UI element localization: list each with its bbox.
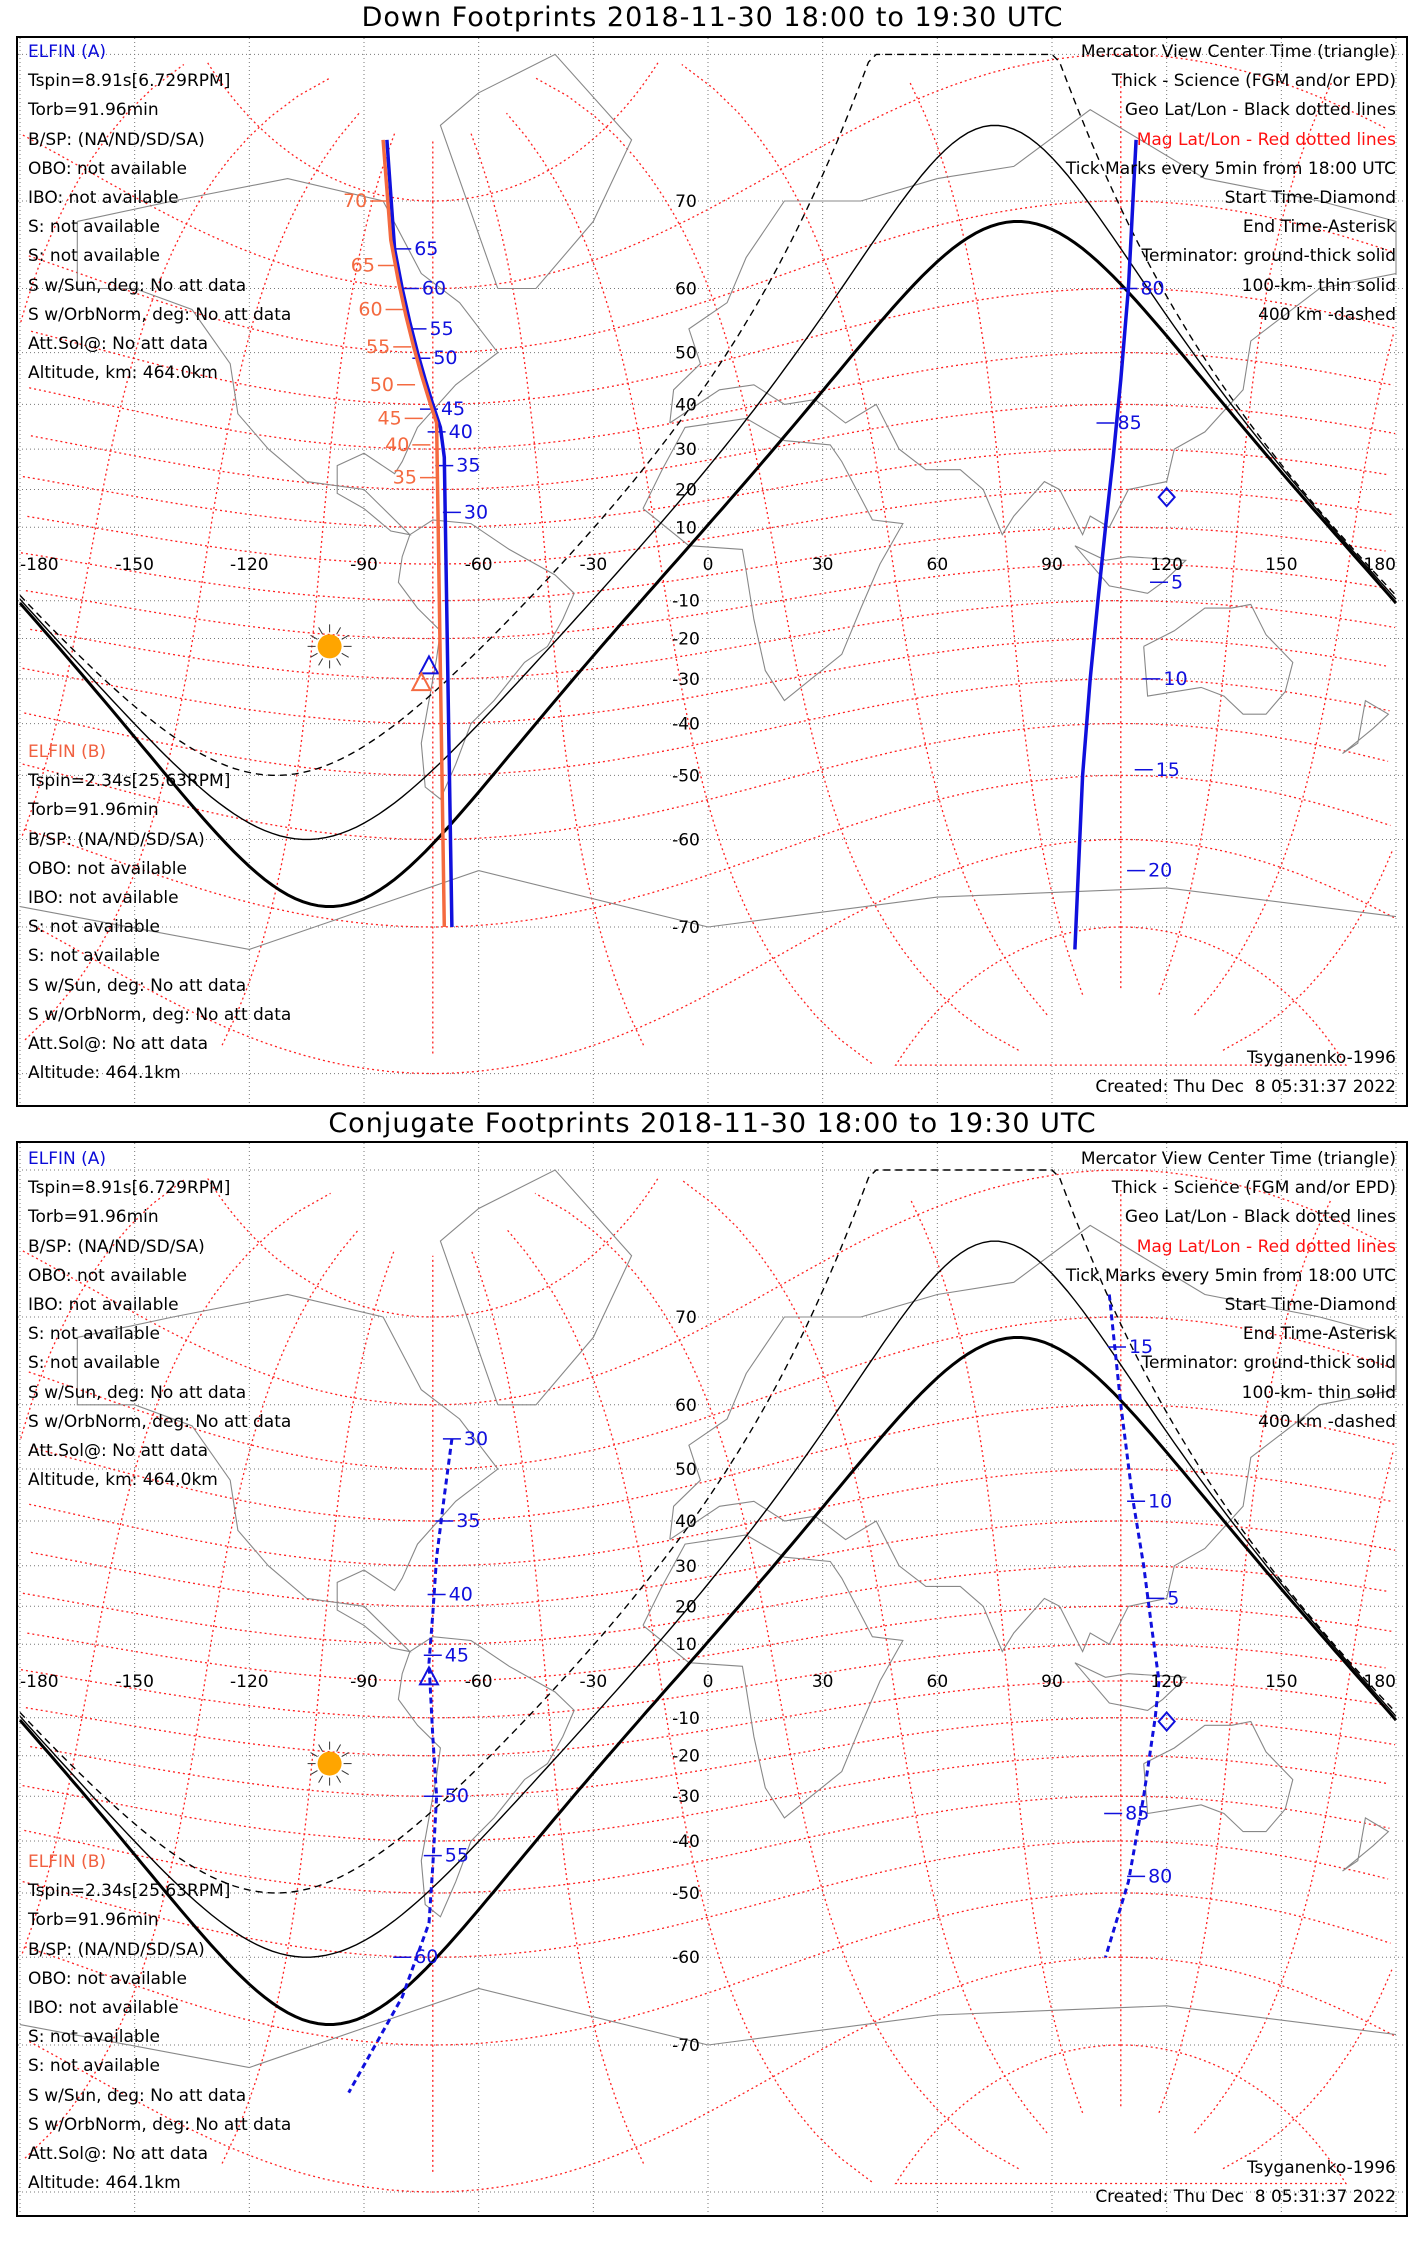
track-line — [349, 1439, 452, 2093]
mag-meridian — [682, 1180, 1047, 2133]
mag-parallel — [27, 490, 1392, 565]
lat-tick-label: -10 — [672, 591, 700, 612]
lon-tick-label: 180 — [1363, 1672, 1396, 1692]
elfin-b-s-sun: S w/Sun, deg: No att data — [28, 2085, 247, 2106]
legend-end-time: End Time-Asterisk — [1242, 217, 1396, 238]
lon-tick-label: -90 — [350, 555, 378, 575]
elfin-b-bsp: B/SP: (NA/ND/SD/SA) — [28, 1939, 205, 1960]
lon-tick-label: -150 — [115, 1672, 154, 1692]
mag-parallel — [27, 1606, 1392, 1681]
lon-tick-label: 150 — [1265, 1672, 1298, 1692]
panel-1-map-frame — [16, 36, 1408, 1107]
track-tick-label: 60 — [414, 1946, 439, 1969]
lat-tick-label: -40 — [672, 1832, 700, 1853]
legend-start-time: Start Time-Diamond — [1224, 1294, 1396, 1315]
elfin-a-bsp: B/SP: (NA/ND/SD/SA) — [28, 129, 205, 150]
lon-tick-label: -150 — [115, 555, 154, 575]
legend-tick-marks: Tick Marks every 5min from 18:00 UTC — [1065, 1265, 1396, 1286]
lat-tick-label: 10 — [675, 1635, 697, 1656]
track-tick-label: 50 — [444, 1785, 469, 1808]
track-tick-label: 40 — [385, 433, 410, 456]
elfin-b-label: ELFIN (B) — [28, 1852, 107, 1872]
lat-tick-label: -30 — [672, 1787, 700, 1808]
track-tick-label: 10 — [1148, 1490, 1173, 1513]
elfin-b-s-orbnorm: S w/OrbNorm, deg: No att data — [28, 1004, 292, 1025]
panel-2-map-frame — [16, 1141, 1408, 2217]
legend-geo-grid: Geo Lat/Lon - Black dotted lines — [1124, 1207, 1396, 1228]
legend-mag-grid: Mag Lat/Lon - Red dotted lines — [1136, 1236, 1396, 1257]
lon-tick-label: -180 — [20, 1672, 59, 1692]
sun-ray — [337, 627, 341, 634]
elfin-b-att-sol: Att.Sol@: No att data — [28, 2143, 209, 2164]
elfin-a-torb: Torb=91.96min — [28, 100, 159, 121]
track-tick-label: 35 — [456, 454, 481, 477]
sun-disc — [318, 634, 342, 658]
elfin-a-obo: OBO: not available — [28, 158, 187, 179]
sun-ray — [342, 653, 349, 657]
legend-terminator-400km: 400 km -dashed — [1258, 304, 1396, 325]
lon-tick-label: -120 — [230, 555, 269, 575]
lat-tick-label: 40 — [675, 1511, 697, 1532]
lon-tick-label: -180 — [20, 555, 59, 575]
lon-tick-label: 30 — [811, 555, 834, 575]
elfin-a-info-panel-2 — [28, 1145, 291, 1495]
mag-meridian — [682, 65, 1047, 1015]
lat-tick-label: 50 — [675, 1460, 697, 1481]
elfin-b-obo: OBO: not available — [28, 1968, 187, 1989]
model-label-panel-2: Tsyganenko-1996 — [1246, 2158, 1396, 2178]
elfin-b-s2: S: not available — [28, 2056, 160, 2077]
mag-meridian — [910, 83, 1083, 995]
elfin-a-s-orbnorm: S w/OrbNorm, deg: No att data — [28, 304, 292, 325]
legend-terminator-400km: 400 km -dashed — [1258, 1411, 1396, 1432]
elfin-a-label: ELFIN (A) — [28, 1149, 107, 1169]
legend-panel-1 — [1066, 38, 1396, 330]
sun-icon — [308, 624, 352, 668]
elfin-a-s1: S: not available — [28, 1324, 160, 1345]
lon-tick-label: 0 — [702, 1672, 714, 1692]
mag-parallel — [26, 1681, 1391, 1756]
mag-parallel — [23, 1756, 1388, 1841]
lon-tick-label: -60 — [464, 555, 493, 575]
track-tick-label: 60 — [358, 298, 383, 321]
elfin-b-s2: S: not available — [28, 946, 160, 967]
elfin-a-tspin: Tspin=8.91s[6.729RPM] — [28, 1178, 231, 1199]
elfin-a-label: ELFIN (A) — [28, 42, 107, 62]
sun-icon — [308, 1742, 352, 1786]
lat-tick-label: 30 — [675, 440, 697, 461]
track-tick-label: 15 — [1155, 758, 1180, 781]
track-tick-label: 80 — [1148, 1865, 1173, 1888]
mag-meridian — [471, 133, 644, 1045]
sun-ray — [311, 653, 318, 657]
continent-outline — [440, 1170, 631, 1405]
elfin-b-altitude: Altitude: 464.1km — [28, 1063, 181, 1084]
lon-tick-label: 60 — [926, 555, 949, 575]
legend-center-time: Mercator View Center Time (triangle) — [1080, 1149, 1396, 1169]
elfin-a-s-sun: S w/Sun, deg: No att data — [28, 1382, 247, 1403]
lat-tick-label: 50 — [675, 343, 697, 364]
lon-tick-label: 120 — [1150, 555, 1183, 575]
continent-outline — [1144, 604, 1293, 714]
lon-tick-label: -30 — [579, 1672, 608, 1692]
lat-tick-label: 70 — [675, 192, 697, 212]
lat-tick-label: -50 — [672, 1883, 700, 1904]
continent-outline — [643, 418, 903, 700]
elfin-a-s-sun: S w/Sun, deg: No att data — [28, 275, 247, 296]
lat-tick-label: 10 — [675, 518, 697, 539]
elfin-a-torb: Torb=91.96min — [28, 1207, 159, 1228]
lat-tick-label: -70 — [672, 2036, 700, 2056]
elfin-a-att-sol: Att.Sol@: No att data — [28, 1440, 209, 1461]
elfin-a-ibo: IBO: not available — [28, 187, 179, 208]
legend-center-time: Mercator View Center Time (triangle) — [1080, 42, 1396, 62]
legend-thick-science: Thick - Science (FGM and/or EPD) — [1111, 71, 1396, 92]
elfin-a-altitude: Altitude, km: 464.0km — [28, 1470, 218, 1491]
track-tick-label: 85 — [1125, 1802, 1150, 1825]
lat-tick-label: 20 — [675, 1597, 697, 1618]
track-tick-label: 55 — [366, 335, 391, 358]
elfin-a-s-orbnorm: S w/OrbNorm, deg: No att data — [28, 1411, 292, 1432]
elfin-a-att-sol: Att.Sol@: No att data — [28, 333, 209, 354]
track-tick-label: 80 — [1140, 277, 1165, 300]
track-tick-label: 45 — [440, 398, 466, 421]
lon-tick-label: -60 — [464, 1672, 493, 1692]
sun-ray — [311, 1771, 318, 1775]
track-tick-label: 45 — [377, 407, 402, 430]
legend-tick-marks: Tick Marks every 5min from 18:00 UTC — [1065, 158, 1396, 179]
track-tick-label: 30 — [463, 501, 489, 524]
track-tick-label: 10 — [1163, 667, 1188, 690]
elfin-b-torb: Torb=91.96min — [28, 800, 159, 821]
elfin-b-torb: Torb=91.96min — [28, 1910, 159, 1931]
center-time-triangle — [412, 673, 430, 690]
lat-tick-label: -40 — [672, 714, 700, 735]
elfin-a-bsp: B/SP: (NA/ND/SD/SA) — [28, 1236, 205, 1257]
elfin-a-ibo: IBO: not available — [28, 1294, 179, 1315]
lat-tick-label: -10 — [672, 1708, 700, 1729]
elfin-b-ibo: IBO: not available — [28, 887, 179, 908]
track-tick-label: 45 — [444, 1644, 469, 1667]
legend-terminator-100km: 100-km- thin solid — [1241, 275, 1396, 296]
sun-ray — [337, 1745, 341, 1752]
elfin-b-altitude: Altitude: 464.1km — [28, 2173, 181, 2194]
elfin-b-tspin: Tspin=2.34s[25.63RPM] — [28, 1881, 231, 1902]
track-tick-label: 40 — [448, 420, 473, 443]
track-tick-label: 5 — [1171, 571, 1184, 594]
elfin-b-s1: S: not available — [28, 2027, 160, 2048]
elfin-a-s1: S: not available — [28, 217, 160, 238]
track-tick-label: 30 — [463, 1427, 489, 1450]
track-tick-label: 65 — [414, 237, 439, 260]
legend-terminator-ground: Terminator: ground-thick solid — [1141, 1353, 1396, 1374]
lat-tick-label: -30 — [672, 669, 700, 690]
elfin-a-tspin: Tspin=8.91s[6.729RPM] — [28, 71, 231, 92]
track-tick-label: 85 — [1117, 411, 1142, 434]
created-label-panel-1: Created: Thu Dec 8 05:31:37 2022 — [1095, 1077, 1396, 1097]
elfin-b-info-panel-2 — [28, 1848, 291, 2198]
legend-panel-2 — [1066, 1145, 1396, 1437]
lon-tick-label: 150 — [1265, 555, 1298, 575]
lon-tick-label: 120 — [1150, 1672, 1183, 1692]
track-tick-label: 35 — [456, 1509, 481, 1532]
mag-meridian — [471, 1249, 644, 2163]
lon-tick-label: 90 — [1041, 555, 1063, 575]
elfin-a-s2: S: not available — [28, 1353, 160, 1374]
legend-geo-grid: Geo Lat/Lon - Black dotted lines — [1124, 100, 1396, 121]
elfin-b-obo: OBO: not available — [28, 858, 187, 879]
continent-outline — [1343, 701, 1389, 754]
elfin-a-s2: S: not available — [28, 246, 160, 267]
lon-tick-label: -120 — [230, 1672, 269, 1692]
track-tick-label: 55 — [444, 1844, 469, 1867]
track-tick-label: 60 — [421, 277, 447, 300]
model-label-panel-1: Tsyganenko-1996 — [1246, 1048, 1396, 1068]
lat-tick-label: 60 — [675, 279, 697, 300]
lat-tick-label: -60 — [672, 1948, 700, 1969]
legend-mag-grid: Mag Lat/Lon - Red dotted lines — [1136, 129, 1396, 150]
legend-end-time: End Time-Asterisk — [1242, 1324, 1396, 1345]
continent-outline — [440, 54, 631, 288]
elfin-a-obo: OBO: not available — [28, 1265, 187, 1286]
created-label-panel-2: Created: Thu Dec 8 05:31:37 2022 — [1095, 2187, 1396, 2207]
track-tick-label: 40 — [448, 1583, 473, 1606]
legend-thick-science: Thick - Science (FGM and/or EPD) — [1111, 1178, 1396, 1199]
continent-outline — [643, 1535, 903, 1818]
mag-parallel — [26, 564, 1391, 639]
lat-tick-label: -20 — [672, 629, 700, 650]
panel-1-title: Down Footprints 2018-11-30 18:00 to 19:30 UTC — [361, 2, 1064, 33]
elfin-b-s-sun: S w/Sun, deg: No att data — [28, 975, 247, 996]
elfin-b-tspin: Tspin=2.34s[25.63RPM] — [28, 771, 231, 792]
sun-ray — [337, 1776, 341, 1783]
elfin-b-s-orbnorm: S w/OrbNorm, deg: No att data — [28, 2114, 292, 2135]
elfin-b-ibo: IBO: not available — [28, 1997, 179, 2018]
elfin-b-att-sol: Att.Sol@: No att data — [28, 1033, 209, 1054]
track-tick-label: 70 — [343, 190, 368, 212]
track-tick-label: 50 — [369, 373, 395, 396]
panel-2-title: Conjugate Footprints 2018-11-30 18:00 to 19:30 UTC — [328, 1108, 1097, 1139]
sun-disc — [318, 1752, 342, 1776]
legend-start-time: Start Time-Diamond — [1224, 187, 1396, 208]
lon-tick-label: 180 — [1363, 555, 1396, 575]
lon-tick-label: 0 — [702, 555, 714, 575]
lon-tick-label: -90 — [350, 1672, 378, 1692]
lon-tick-label: 90 — [1041, 1672, 1063, 1692]
sun-ray — [319, 658, 323, 665]
lat-tick-label: 20 — [675, 480, 697, 501]
continent-outline — [1144, 1722, 1293, 1832]
track-tick-label: 50 — [433, 347, 458, 370]
lat-tick-label: -50 — [672, 766, 700, 787]
lon-tick-label: -30 — [579, 555, 608, 575]
elfin-a-info-panel-1 — [28, 38, 291, 388]
lat-tick-label: 40 — [675, 395, 697, 416]
sun-ray — [342, 1771, 349, 1775]
mag-parallel — [31, 1521, 1395, 1606]
mag-meridian — [910, 1199, 1083, 2113]
sun-ray — [337, 658, 341, 665]
track-tick-label: 65 — [350, 254, 375, 277]
lat-tick-label: 60 — [675, 1395, 697, 1416]
legend-terminator-ground: Terminator: ground-thick solid — [1141, 246, 1396, 267]
lat-tick-label: -60 — [672, 830, 700, 851]
continent-outline — [1343, 1818, 1389, 1871]
elfin-b-s1: S: not available — [28, 917, 160, 938]
sun-ray — [319, 1776, 323, 1783]
track-tick-label: 35 — [392, 466, 417, 489]
track-tick-label: 15 — [1128, 1336, 1154, 1359]
lat-tick-label: 30 — [675, 1556, 697, 1577]
track-tick-label: 20 — [1148, 859, 1173, 882]
lon-tick-label: 60 — [926, 1672, 949, 1692]
lat-tick-label: -70 — [672, 918, 700, 938]
elfin-b-info-panel-1 — [28, 738, 291, 1088]
elfin-a-altitude: Altitude, km: 464.0km — [28, 363, 218, 384]
lon-tick-label: 30 — [811, 1672, 834, 1692]
mag-parallel — [31, 404, 1395, 489]
track-tick-label: 55 — [429, 317, 454, 340]
lat-tick-label: -20 — [672, 1746, 700, 1767]
legend-terminator-100km: 100-km- thin solid — [1241, 1382, 1396, 1403]
elfin-b-bsp: B/SP: (NA/ND/SD/SA) — [28, 829, 205, 850]
lat-tick-label: 70 — [675, 1308, 697, 1328]
track-tick-label: 5 — [1167, 1587, 1180, 1610]
elfin-b-label: ELFIN (B) — [28, 742, 107, 762]
